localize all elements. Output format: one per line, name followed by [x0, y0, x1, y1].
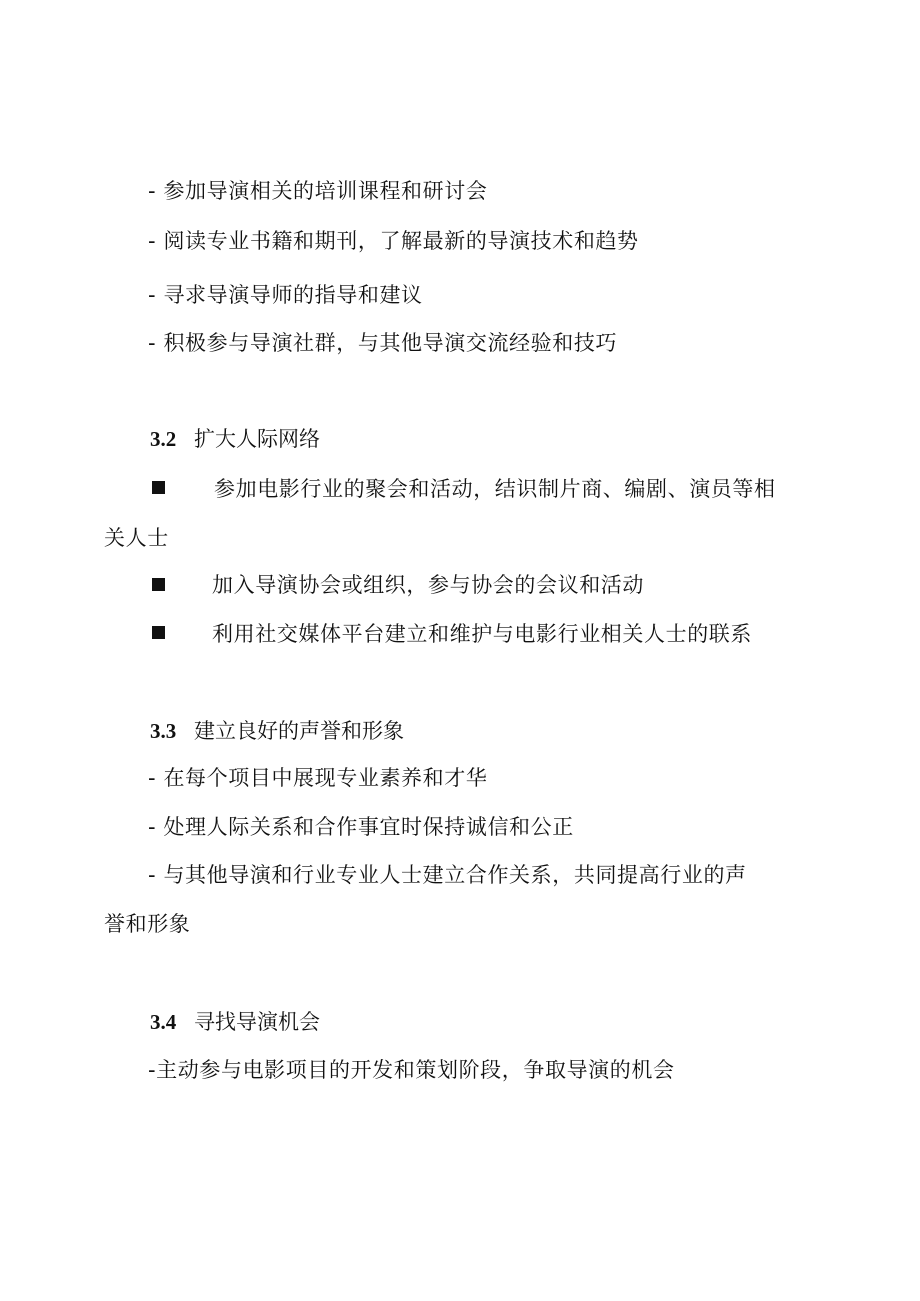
list-item: - 处理人际关系和合作事宜时保持诚信和公正 [148, 815, 574, 839]
list-item: - 参加导演相关的培训课程和研讨会 [148, 179, 488, 203]
list-item: -主动参与电影项目的开发和策划阶段，争取导演的机会 [148, 1058, 675, 1082]
section-number: 3.2 [150, 427, 177, 451]
section-title: 寻找导演机会 [194, 1010, 320, 1034]
section-heading-3-2 [150, 424, 320, 454]
bullet-square-icon [152, 626, 165, 639]
section-number: 3.3 [150, 719, 177, 743]
list-item: - 阅读专业书籍和期刊，了解最新的导演技术和趋势 [148, 229, 639, 253]
list-item: - 积极参与导演社群，与其他导演交流经验和技巧 [148, 331, 618, 355]
bullet-square-icon [152, 578, 165, 591]
list-item: - 与其他导演和行业专业人士建立合作关系，共同提高行业的声 [148, 863, 747, 887]
list-item: 加入导演协会或组织，参与协会的会议和活动 [212, 573, 644, 597]
section-number: 3.4 [150, 1010, 177, 1034]
section-heading-3-4 [150, 1007, 320, 1037]
bullet-square-icon [152, 481, 165, 494]
list-item: - 在每个项目中展现专业素养和才华 [148, 766, 488, 790]
section-title: 建立良好的声誉和形象 [194, 719, 404, 743]
section-heading-3-3 [150, 716, 404, 746]
list-item: - 寻求导演导师的指导和建议 [148, 283, 423, 307]
list-item-continuation: 关人士 [104, 526, 169, 550]
list-item: 参加电影行业的聚会和活动，结识制片商、编剧、演员等相 [214, 477, 776, 501]
list-item: 利用社交媒体平台建立和维护与电影行业相关人士的联系 [212, 622, 752, 646]
section-title: 扩大人际网络 [194, 427, 320, 451]
list-item-continuation: 誉和形象 [104, 912, 191, 936]
